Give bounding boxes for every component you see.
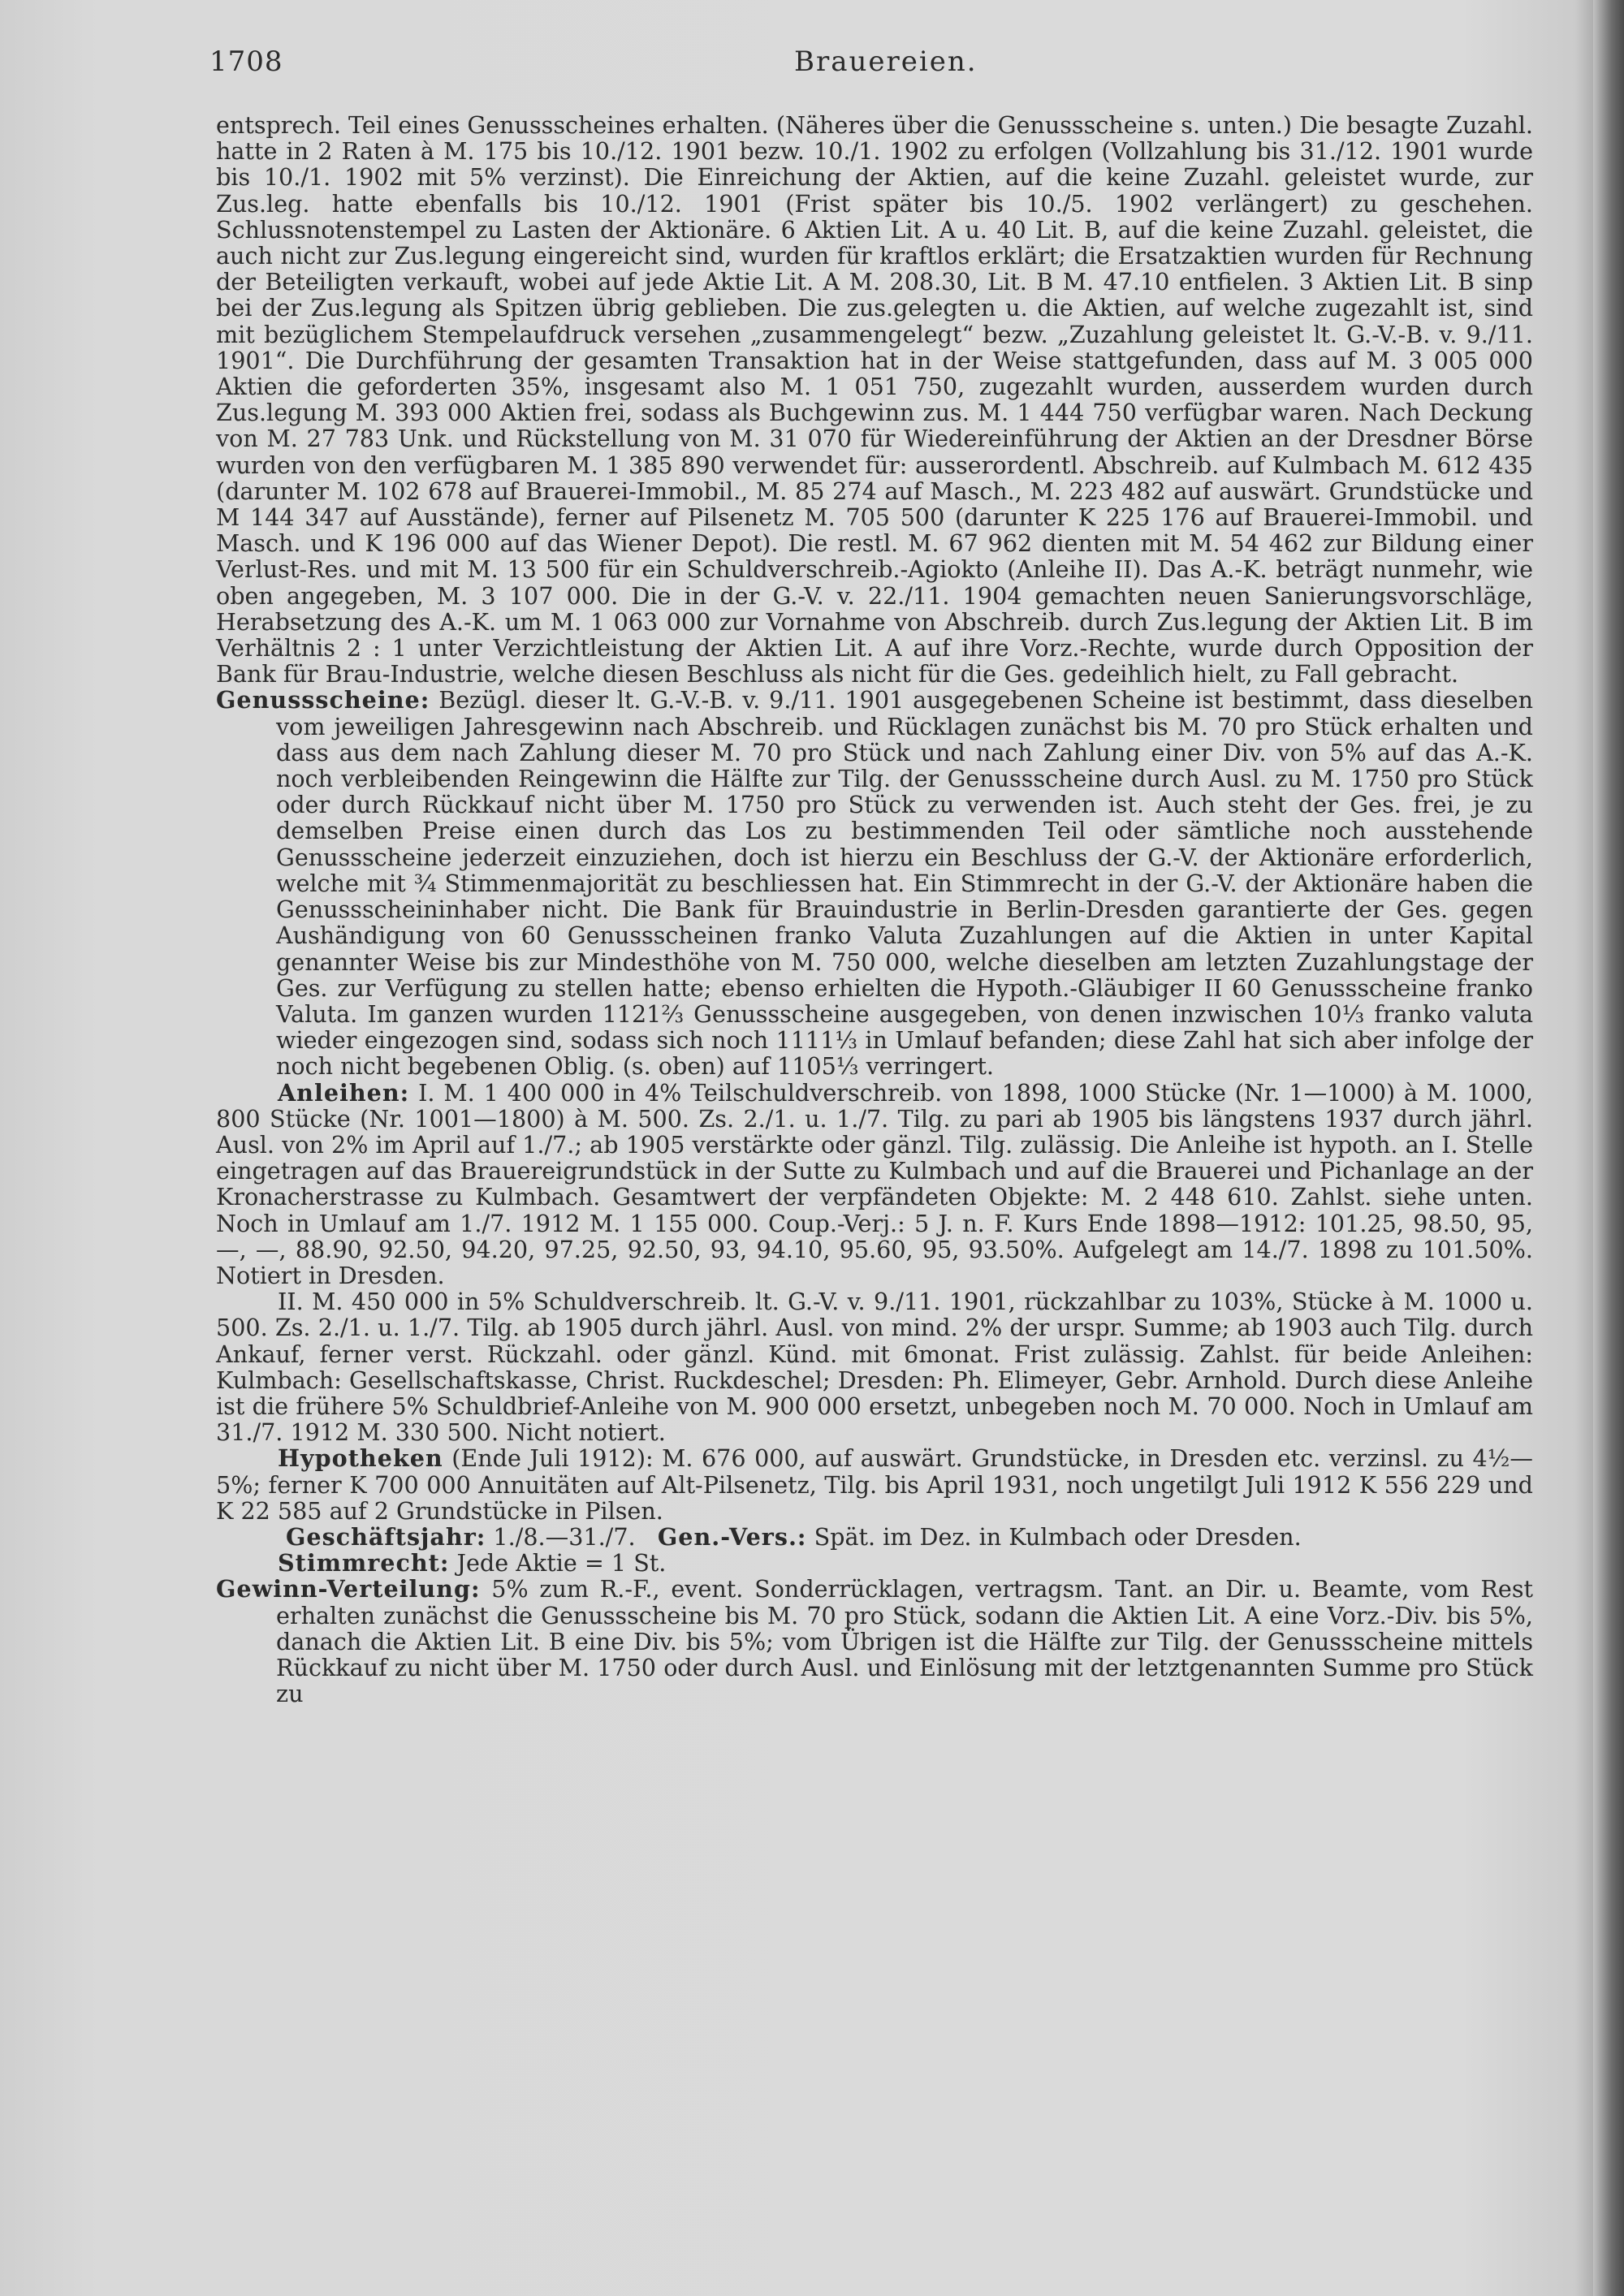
hypotheken-paragraph (216, 1445, 1533, 1524)
genussscheine-label: Genussscheine: (216, 686, 430, 714)
anleihen-text: I. M. 1 400 000 in 4% Teilschuldverschreib. von 1898, 1000 Stücke (Nr. 1—1000) à M. 1000, 800 Stücke (Nr. 1001—1800) à M. 500. Zs. 2./1. u. 1./7. Tilg. zu pari ab 1905 bis längstens 1937 durch jährl. Ausl. von 2% im April auf 1./7.; ab 1905 verstärkte oder gänzl. Tilg. zulässig. Die Anleihe ist hypoth. an I. Stelle eingetragen auf das Brauereigrundstück in der Sutte zu Kulmbach und auf die Brauerei und Pichanlage an der Kronacherstrasse zu Kulmbach. Gesamtwert der verpfändeten Objekte: M. 2 448 610. Zahlst. siehe unten. Noch in Umlauf am 1./7. 1912 M. 1 155 000. Coup.-Verj.: 5 J. n. F. Kurs Ende 1898—1912: 101.25, 98.50, 95, —, —, 88.90, 92.50, 94.20, 97.25, 92.50, 93, 94.10, 95.60, 95, 93.50%. Aufgelegt am 14./7. 1898 zu 101.50%. Notiert in Dresden. (216, 1078, 1533, 1289)
anleihen-paragraph (216, 1080, 1533, 1289)
gewinn-verteilung-text: 5% zum R.-F., event. Sonderrücklagen, vertragsm. Tant. an Dir. u. Beamte, vom Rest erhalten zunächst die Genussscheine bis M. 70 pro Stück, sodann die Aktien Lit. A eine Vorz.-Div. bis 5%, danach die Aktien Lit. B eine Div. bis 5%; vom Übrigen ist die Hälfte zur Tilg. der Genussscheine mittels Rückkauf zu nicht über M. 1750 oder durch Ausl. und Einlösung mit der letztgenannten Summe pro Stück zu (276, 1575, 1533, 1708)
gewinn-verteilung-label: Gewinn-Verteilung: (216, 1575, 481, 1603)
genvers-text: Spät. im Dez. in Kulmbach oder Dresden. (814, 1522, 1302, 1551)
intro-paragraph: entsprech. Teil eines Genussscheines erhalten. (Näheres über die Genussscheine s. unten.) Die besagte Zuzahl. hatte in 2 Raten à M. 175 bis 10./12. 1901 bezw. 10./1. 1902 zu erfolgen (Vollzahlung bis 31./12. 1901 wurde bis 10./1. 1902 mit 5% verzinst). Die Einreichung der Aktien, auf die keine Zuzahl. geleistet wurde, zur Zus.leg. hatte ebenfalls bis 10./12. 1901 (Frist später bis 10./5. 1902 verlängert) zu geschehen. Schlussnotenstempel zu Lasten der Aktionäre. 6 Aktien Lit. A u. 40 Lit. B, auf die keine Zuzahl. geleistet, die auch nicht zur Zus.legung eingereicht sind, wurden für kraftlos erklärt; die Ersatzaktien wurden für Rechnung der Beteiligten verkauft, wobei auf jede Aktie Lit. A M. 208.30, Lit. B M. 47.10 entfielen. 3 Aktien Lit. B sinp bei der Zus.legung als Spitzen übrig geblieben. Die zus.gelegten u. die Aktien, auf welche zugezahlt ist, sind mit bezüglichem Stempelaufdruck versehen „zusammengelegt“ bezw. „Zuzahlung geleistet lt. G.-V.-B. v. 9./11. 1901“. Die Durchführung der gesamten Transaktion hat in der Weise stattgefunden, dass auf M. 3 005 000 Aktien die geforderten 35%, insgesamt also M. 1 051 750, zugezahlt wurden, ausserdem wurden durch Zus.legung M. 393 000 Aktien frei, sodass als Buchgewinn zus. M. 1 444 750 verfügbar waren. Nach Deckung von M. 27 783 Unk. und Rückstellung von M. 31 070 für Wiedereinführung der Aktien an der Dresdner Börse wurden von den verfügbaren M. 1 385 890 verwendet für: ausserordentl. Abschreib. auf Kulmbach M. 612 435 (darunter M. 102 678 auf Brauerei-Immobil., M. 85 274 auf Masch., M. 223 482 auf auswärt. Grundstücke und M 144 347 auf Ausstände), ferner auf Pilsenetz M. 705 500 (darunter K 225 176 auf Brauerei-Immobil. und Masch. und K 196 000 auf das Wiener Depot). Die restl. M. 67 962 dienten mit M. 54 462 zur Bildung einer Verlust-Res. und mit M. 13 500 für ein Schuldverschreib.-Agiokto (Anleihe II). Das A.-K. beträgt nunmehr, wie oben angegeben, M. 3 107 000. Die in der G.-V. v. 22./11. 1904 gemachten neuen Sanierungsvorschläge, Herabsetzung des A.-K. um M. 1 063 000 zur Vornahme von Abschreib. durch Zus.legung der Aktien Lit. B im Verhältnis 2 : 1 unter Verzichtleistung der Aktien Lit. A auf ihre Vorz.-Rechte, wurde durch Opposition der Bank für Brau-Industrie, welche diesen Beschluss als nicht für die Ges. gedeihlich hielt, zu Fall gebracht. (216, 111, 1533, 688)
genussscheine-text: Bezügl. dieser lt. G.-V.-B. v. 9./11. 1901 ausgegebenen Scheine ist bestimmt, dass dieselben vom jeweiligen Jahresgewinn nach Abschreib. und Rücklagen zunächst bis M. 70 pro Stück erhalten und dass aus dem nach Zahlung dieser M. 70 pro Stück und nach Zahlung einer Div. von 5% auf das A.-K. noch verbleibenden Reingewinn die Hälfte zur Tilg. der Genussscheine durch Ausl. zu M. 1750 pro Stück oder durch Rückkauf nicht über M. 1750 pro Stück zu verwenden ist. Auch steht der Ges. frei, je zu demselben Preise einen durch das Los zu bestimmenden Teil oder sämtliche noch ausstehende Genussscheine jederzeit einzuziehen, doch ist hierzu ein Beschluss der G.-V. der Aktionäre erforderlich, welche mit ¾ Stimmenmajorität zu beschliessen hat. Ein Stimmrecht in der G.-V. der Aktionäre haben die Genussscheininhaber nicht. Die Bank für Brauindustrie in Berlin-Dresden garantierte der Ges. gegen Aushändigung von 60 Genussscheinen franko Valuta Zuzahlungen auf die Aktien in unter Kapital genannter Weise bis zur Mindesthöhe von M. 750 000, welche dieselben am letzten Zuzahlungstage der Ges. zur Verfügung zu stellen hatte; ebenso erhielten die Hypoth.-Gläubiger II 60 Genussscheine franko Valuta. Im ganzen wurden 1121⅔ Genussscheine ausgegeben, von denen inzwischen 10⅓ franko valuta wieder eingezogen sind, sodass sich noch 1111⅓ in Umlauf befanden; diese Zahl hat sich aber infolge der noch nicht begebenen Oblig. (s. oben) auf 1105⅓ verringert. (276, 686, 1533, 1081)
anleihe-ii-paragraph: II. M. 450 000 in 5% Schuldverschreib. lt. G.-V. v. 9./11. 1901, rückzahlbar zu 103%, Stücke à M. 1000 u. 500. Zs. 2./1. u. 1./7. Tilg. ab 1905 durch jährl. Ausl. von mind. 2% der urspr. Summe; ab 1903 auch Tilg. durch Ankauf, ferner verst. Rückzahl. oder gänzl. Künd. mit 6monat. Frist zulässig. Zahlst. für beide Anleihen: Kulmbach: Gesellschaftskasse, Christ. Ruckdeschel; Dresden: Ph. Elimeyer, Gebr. Arnhold. Durch diese Anleihe ist die frühere 5% Schuldbrief-Anleihe von M. 900 000 ersetzt, unbegeben noch M. 70 000. Noch in Umlauf am 31./7. 1912 M. 330 500. Nicht notiert. (216, 1288, 1533, 1447)
hypotheken-label: Hypotheken (278, 1444, 443, 1473)
page-body (216, 112, 1533, 1707)
section-title: Brauereien. (794, 45, 978, 78)
geschaeftsjahr-label: Geschäftsjahr: (286, 1522, 486, 1551)
hypotheken-text: (Ende Juli 1912): M. 676 000, auf auswärt. Grundstücke, in Dresden etc. verzinsl. zu 4½—5%; ferner K 700 000 Annuitäten auf Alt-Pilsenetz, Tilg. bis April 1931, noch ungetilgt Juli 1912 K 556 229 und K 22 585 auf 2 Grundstücke in Pilsen. (216, 1444, 1533, 1525)
genvers-label: Gen.-Vers.: (657, 1522, 807, 1551)
book-spine-shadow (1593, 0, 1624, 2296)
page-header (209, 45, 1541, 78)
stimmrecht-label: Stimmrecht: (278, 1549, 450, 1577)
genussscheine-paragraph (216, 687, 1533, 1079)
geschaeftsjahr-paragraph (216, 1524, 1533, 1550)
gewinn-verteilung-paragraph (216, 1576, 1533, 1707)
anleihen-label: Anleihen: (278, 1078, 410, 1107)
stimmrecht-paragraph (216, 1550, 1533, 1576)
geschaeftsjahr-text: 1./8.—31./7. (493, 1522, 636, 1551)
page-number: 1708 (209, 45, 283, 78)
stimmrecht-text: Jede Aktie = 1 St. (456, 1549, 667, 1577)
